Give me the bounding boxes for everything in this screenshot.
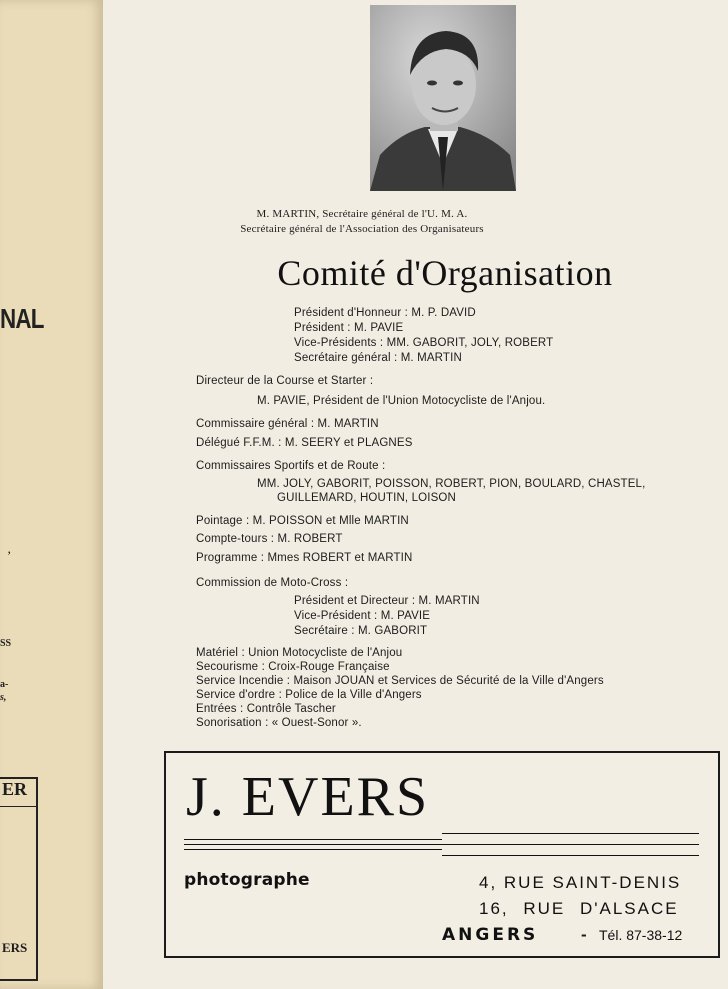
secretaire-general: Secrétaire général : M. MARTIN bbox=[294, 352, 462, 364]
photo-caption-line-2: Secrétaire général de l'Association des Organisateurs bbox=[240, 223, 484, 235]
programme: Programme : Mmes ROBERT et MARTIN bbox=[196, 552, 413, 564]
ad-rule bbox=[442, 844, 699, 845]
directeur-label: Directeur de la Course et Starter : bbox=[196, 375, 374, 387]
ad-rule bbox=[442, 855, 699, 856]
adjacent-page-fragment: SS bbox=[0, 638, 12, 649]
adjacent-page-heading: NAL bbox=[0, 303, 44, 334]
commission-president: Président et Directeur : M. MARTIN bbox=[294, 595, 480, 607]
compte-tours: Compte-tours : M. ROBERT bbox=[196, 533, 343, 545]
sonorisation: Sonorisation : « Ouest-Sonor ». bbox=[196, 717, 362, 729]
commission-label: Commission de Moto-Cross : bbox=[196, 577, 349, 589]
president: Président : M. PAVIE bbox=[294, 322, 404, 334]
materiel: Matériel : Union Motocycliste de l'Anjou bbox=[196, 647, 403, 659]
adjacent-page bbox=[0, 0, 103, 989]
entrees: Entrées : Contrôle Tascher bbox=[196, 703, 336, 715]
photo-caption-line-1: M. MARTIN, Secrétaire général de l'U. M. A. bbox=[256, 208, 468, 220]
ad-rule bbox=[184, 844, 442, 845]
ad-rule bbox=[184, 839, 442, 840]
commissaire-general: Commissaire général : M. MARTIN bbox=[196, 418, 379, 430]
adjacent-page-fragment: s, bbox=[0, 692, 7, 703]
pointage: Pointage : M. POISSON et Mlle MARTIN bbox=[196, 515, 409, 527]
vice-presidents: Vice-Présidents : MM. GABORIT, JOLY, ROBERT bbox=[294, 337, 554, 349]
ad-rule bbox=[184, 849, 442, 850]
ad-separator: - bbox=[581, 925, 587, 944]
commission-secretaire: Secrétaire : M. GABORIT bbox=[294, 625, 428, 637]
advertisement-box bbox=[164, 751, 720, 958]
portrait-photo bbox=[370, 5, 516, 191]
ad-address-1: 4, RUE SAINT-DENIS bbox=[479, 873, 682, 892]
adjacent-page-rule bbox=[0, 806, 36, 807]
delegue-ffm: Délégué F.F.M. : M. SEERY et PLAGNES bbox=[196, 437, 413, 449]
commission-vice-president: Vice-Président : M. PAVIE bbox=[294, 610, 431, 622]
adjacent-page-ad-footer: ERS bbox=[2, 940, 28, 955]
adjacent-page-mark: , bbox=[8, 545, 11, 556]
adjacent-page-fragment: a- bbox=[0, 679, 9, 690]
ad-profession: photographe bbox=[184, 870, 310, 890]
ad-city: ANGERS bbox=[442, 925, 539, 945]
page-title: Comité d'Organisation bbox=[277, 253, 613, 293]
ad-address-2: 16, RUE D'ALSACE bbox=[479, 899, 679, 918]
ad-phone: Tél. 87-38-12 bbox=[599, 927, 683, 943]
service-incendie: Service Incendie : Maison JOUAN et Services de Sécurité de la Ville d'Angers bbox=[196, 675, 604, 687]
directeur-value: M. PAVIE, Président de l'Union Motocycliste de l'Anjou. bbox=[257, 395, 546, 407]
president-honneur: Président d'Honneur : M. P. DAVID bbox=[294, 307, 476, 319]
ad-business-name: J. EVERS bbox=[186, 766, 430, 828]
secourisme: Secourisme : Croix-Rouge Française bbox=[196, 661, 390, 673]
commissaires-label: Commissaires Sportifs et de Route : bbox=[196, 460, 386, 472]
service-ordre: Service d'ordre : Police de la Ville d'Angers bbox=[196, 689, 422, 701]
ad-rule bbox=[442, 833, 699, 834]
commissaires-line-2: GUILLEMARD, HOUTIN, LOISON bbox=[277, 492, 456, 504]
commissaires-line-1: MM. JOLY, GABORIT, POISSON, ROBERT, PION, BOULARD, CHASTEL, bbox=[257, 478, 646, 490]
adjacent-page-ad-title: ER bbox=[2, 779, 28, 799]
